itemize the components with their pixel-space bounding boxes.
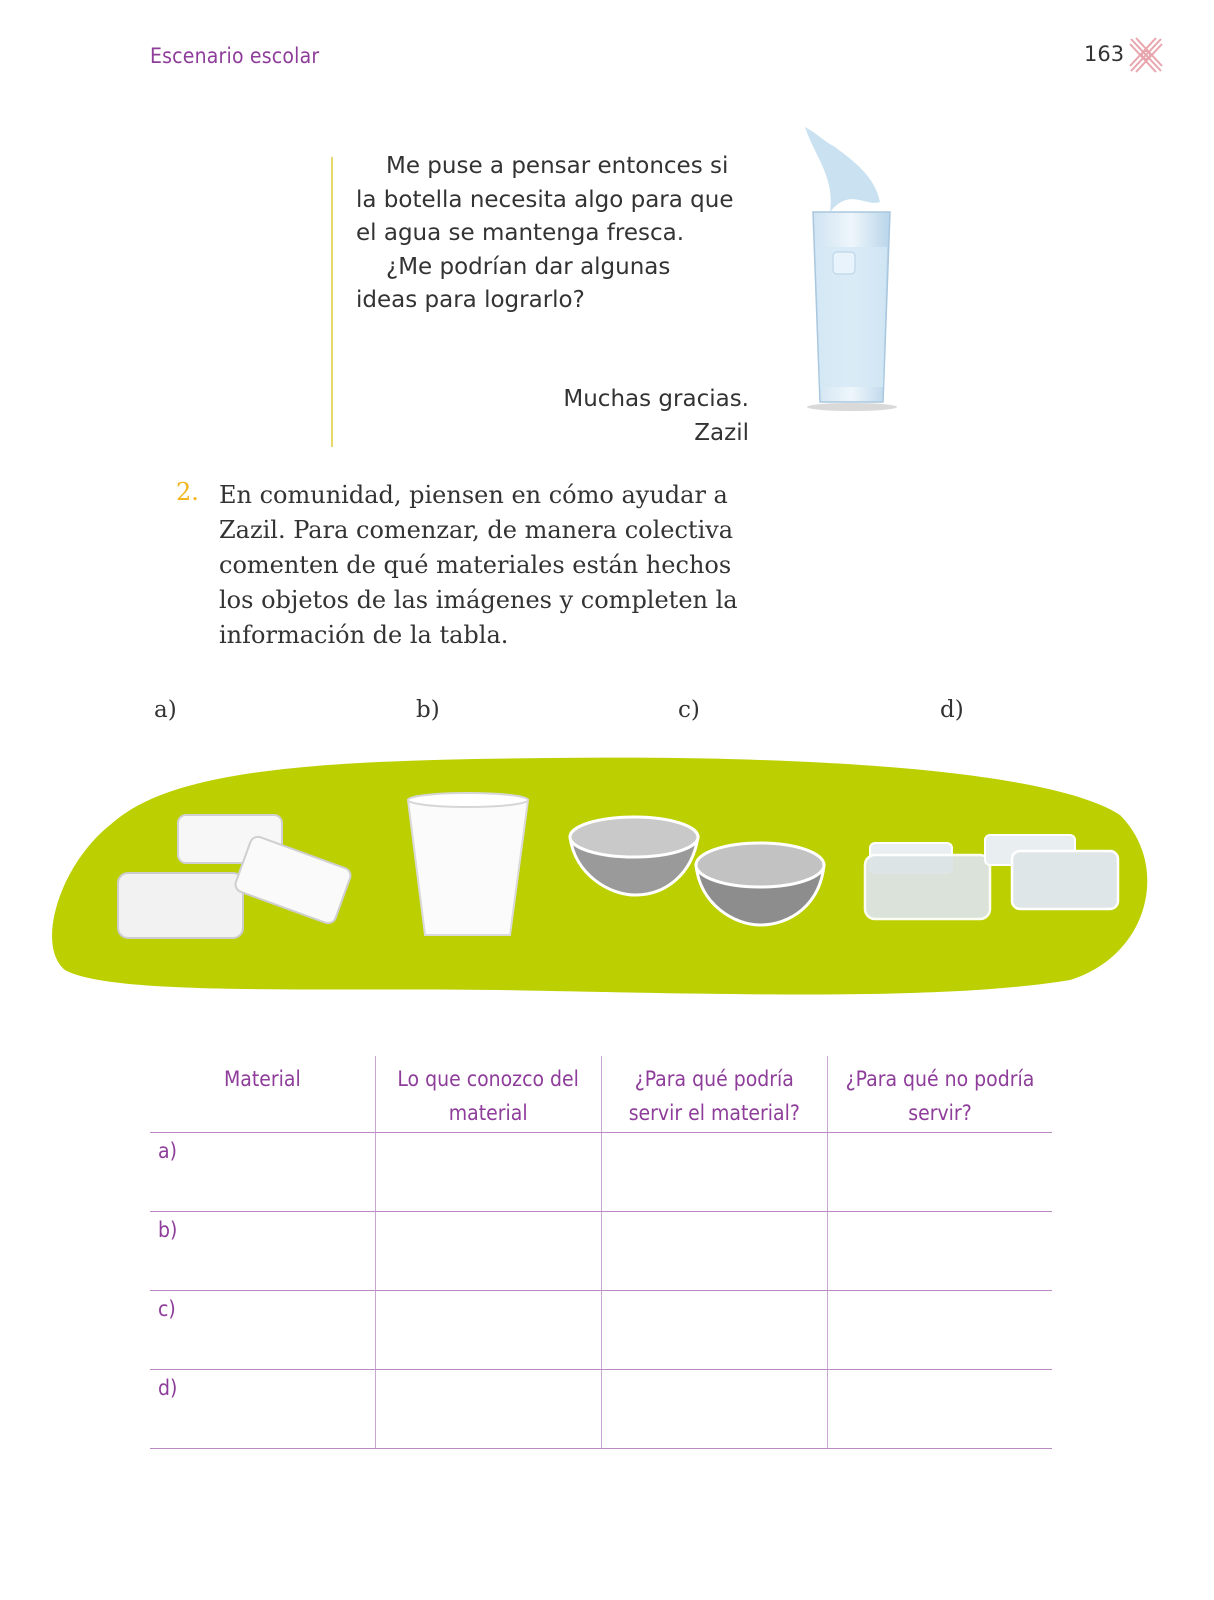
option-label-b: b) (416, 697, 440, 723)
row-label-b: b) (158, 1218, 178, 1242)
page-number: 163 (1084, 42, 1125, 66)
option-label-a: a) (154, 697, 177, 723)
table-cell-known[interactable] (375, 1133, 601, 1212)
water-glass-image (795, 117, 910, 412)
paper-cup-image (408, 793, 528, 935)
decorative-logo-icon (1128, 36, 1164, 74)
row-label-d: d) (158, 1376, 178, 1400)
row-label-c: c) (158, 1297, 176, 1321)
table-row (150, 1133, 1052, 1212)
table-row (150, 1370, 1052, 1449)
table-cell-material[interactable] (150, 1370, 375, 1449)
option-label-c: c) (678, 697, 700, 723)
table-cell-use[interactable] (601, 1291, 827, 1370)
header-possible-use: ¿Para qué podría servir el material? (601, 1056, 827, 1133)
table-cell-not-use[interactable] (827, 1370, 1052, 1449)
table-cell-known[interactable] (375, 1370, 601, 1449)
table-row (150, 1212, 1052, 1291)
table-cell-use[interactable] (601, 1133, 827, 1212)
table-cell-not-use[interactable] (827, 1212, 1052, 1291)
table-cell-material[interactable] (150, 1133, 375, 1212)
letter-signature: Zazil (694, 419, 749, 446)
letter-text (356, 150, 736, 318)
instruction-number: 2. (176, 478, 199, 506)
table-cell-material[interactable] (150, 1212, 375, 1291)
table-cell-not-use[interactable] (827, 1291, 1052, 1370)
table-cell-known[interactable] (375, 1291, 601, 1370)
letter-paragraph-1: Me puse a pensar entonces si la botella necesita algo para que el agua se mantenga fresca. (356, 153, 734, 246)
materials-table (150, 1056, 1052, 1449)
header-material: Material (150, 1056, 375, 1133)
header-known-info: Lo que conozco del material (375, 1056, 601, 1133)
table-row (150, 1291, 1052, 1370)
section-title: Escenario escolar (150, 44, 320, 68)
objects-illustration (50, 755, 1160, 1005)
table-cell-use[interactable] (601, 1370, 827, 1449)
row-label-a: a) (158, 1139, 177, 1163)
table-header-row (150, 1056, 1052, 1133)
table-cell-use[interactable] (601, 1212, 827, 1291)
letter-signoff (540, 383, 749, 450)
table-cell-known[interactable] (375, 1212, 601, 1291)
table-cell-not-use[interactable] (827, 1133, 1052, 1212)
letter-paragraph-2: ¿Me podrían dar algunas ideas para lograrlo? (356, 253, 671, 313)
letter-closing: Muchas gracias. (563, 386, 749, 412)
letter-side-bar (331, 157, 333, 447)
instruction-text: En comunidad, piensen en cómo ayudar a Zazil. Para comenzar, de manera colectiva comenten de qué materiales están hechos los objetos de las imágenes y completen la información de la tabla. (219, 481, 738, 649)
table-cell-material[interactable] (150, 1291, 375, 1370)
header-not-useful-for: ¿Para qué no podría servir? (827, 1056, 1052, 1133)
option-label-d: d) (940, 697, 964, 723)
